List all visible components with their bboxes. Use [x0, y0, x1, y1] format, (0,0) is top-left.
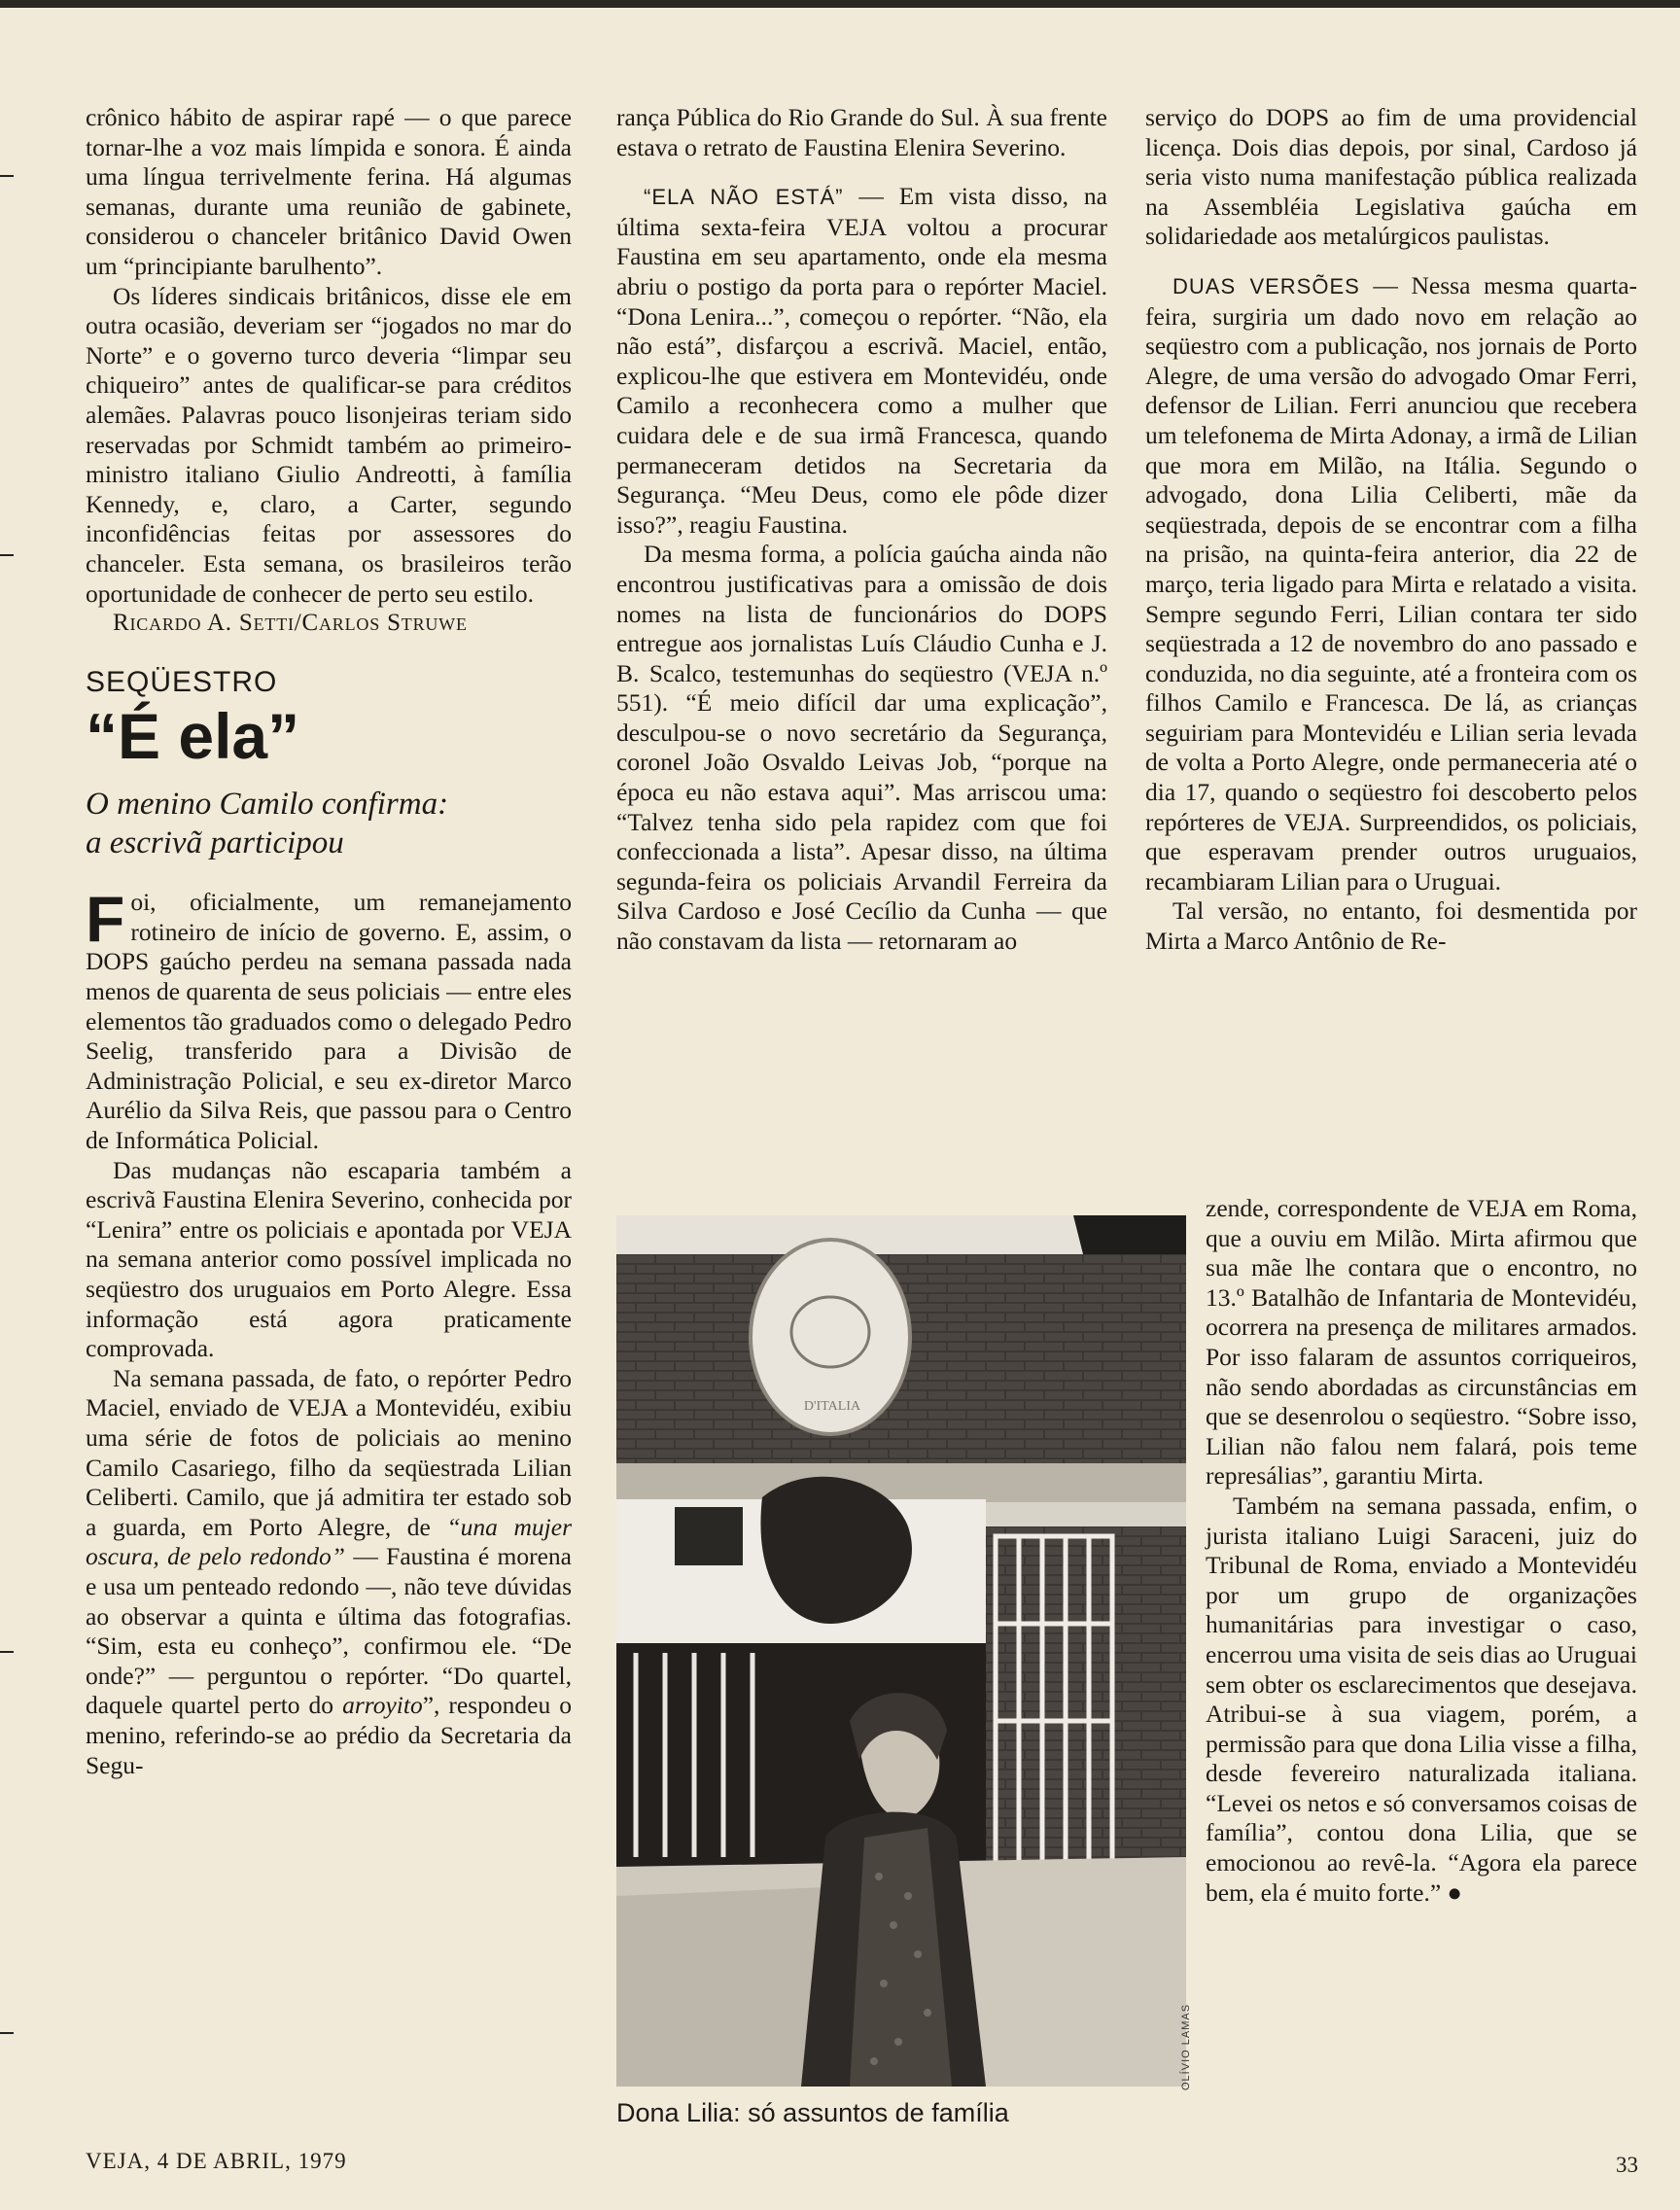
italic-word: arroyito: [342, 1691, 423, 1720]
column-1: [86, 103, 572, 1780]
paragraph: rança Pública do Rio Grande do Sul. À sua frente estava o retrato de Faustina Elenira Severino.: [616, 103, 1107, 161]
page-number: 33: [1616, 2153, 1638, 2177]
byline: Ricardo A. Setti/Carlos Struwe: [113, 610, 468, 637]
paragraph: [86, 1364, 572, 1780]
column-3: [1145, 103, 1637, 957]
margin-mark: [0, 175, 14, 177]
lead-text: oi, oficialmente, um remanejamento rotineiro de início de governo. E, assim, o DOPS gaúcho perdeu na semana passada nada menos de quarenta de seus policiais — entre eles elementos tão graduados como o delegado Pedro Seelig, transferido para a Divisão de Administração Policial, e seu ex-diretor Marco Aurélio da Silva Reis, que passou para o Centro de Informática Policial.: [86, 888, 572, 1155]
italic-quote: “una mujer oscura, de pelo redondo”: [86, 1512, 572, 1571]
text-run: — Faustina é morena e usa um penteado redondo —, não teve dúvidas ao observar a quinta e última das fotografias. “Sim, esta eu conheço”, confirmou ele. “De onde?” — perguntou o repórter. “Do quartel, daquele quartel perto do: [86, 1542, 572, 1720]
column-3-wrap: [1206, 1194, 1637, 1908]
photo: [616, 1215, 1186, 2087]
margin-mark: [0, 1651, 14, 1653]
footer-issue: VEJA, 4 DE ABRIL, 1979: [86, 2149, 347, 2173]
column-2: [616, 103, 1107, 957]
paragraph: serviço do DOPS ao fim de uma providencial licença. Dois dias depois, por sinal, Cardoso já seria visto numa manifestação pública realizada na Assembléia Legislativa gaúcha em solidariedade aos metalúrgicos paulistas.: [1145, 103, 1637, 251]
paragraph: Tal versão, no entanto, foi desmentida por Mirta a Marco Antônio de Re-: [1145, 896, 1637, 956]
paragraph: Das mudanças não escaparia também a escrivã Faustina Elenira Severino, conhecida por “Lenira” entre os policiais e apontada por VEJA na semana anterior como possível implicada no seqüestro dos uruguaios em Porto Alegre. Essa informação está agora praticamente comprovada.: [86, 1155, 572, 1363]
section-rubric: SEQÜESTRO: [86, 665, 278, 698]
dek-line: a escrivã participou: [86, 825, 344, 861]
paragraph: [1145, 271, 1637, 896]
text-run: — Em vista disso, na última sexta-feira VEJA voltou a procurar Faustina em seu apartamento, onde ela mesma abriu o postigo da porta para o repórter Maciel. “Dona Lenira...”, começou o repórter. “Não, ela não está”, disfarçou a escrivã. Maciel, então, explicou-lhe que estivera em Montevidéu, onde Camilo a reconhecera como a mulher que cuidara dele e de sua irmã Francesca, quando permaneceram detidos na Secretaria da Segurança. “Meu Deus, como ele pôde dizer isso?”, reagiu Faustina.: [616, 182, 1107, 539]
photo-illustration: [616, 1215, 1186, 2087]
paragraph: Da mesma forma, a polícia gaúcha ainda não encontrou justificativas para a omissão de dois nomes na lista de funcionários do DOPS entregue aos jornalistas Luís Cláudio Cunha e J. B. Scalco, testemunhas do seqüestro (VEJA n.º 551). “É meio difícil dar uma explicação”, desculpou-se o novo secretário da Segurança, coronel João Osvaldo Leivas Job, “porque na época eu não estava aqui”. Mas arriscou uma: “Talvez tenha sido pela rapidez com que foi confeccionada a lista”. Apesar disso, na última segunda-feira os policiais Arvandil Ferreira da Silva Cardoso e José Cecílio da Cunha — que não constavam da lista — retornaram ao: [616, 540, 1107, 956]
photo-caption: Dona Lilia: só assuntos de família: [616, 2098, 1009, 2127]
text-run: ”, respondeu o menino, referindo-se ao prédio da Secretaria da Segu-: [86, 1691, 573, 1779]
lead-paragraph: [86, 883, 572, 1155]
text-run: — Nessa mesma quarta-feira, surgiria um dado novo em relação ao seqüestro com a publicação, nos jornais de Porto Alegre, de uma versão do advogado Omar Ferri, defensor de Lilian. Ferri anunciou que recebera um telefonema de Mirta Adonay, a irmã de Lilian que mora em Milão, na Itália. Segundo o advogado, dona Lilia Celiberti, mãe da seqüestrada, depois de se encontrar com a filha na prisão, na quinta-feira anterior, dia 22 de março, teria ligado para Mirta e relatado a visita. Sempre segundo Ferri, Lilian contara ter sido seqüestrada a 12 de novembro do ano passado e conduzida, no dia seguinte, até a fronteira com os filhos Camilo e Francesca. De lá, as crianças seguiriam para Montevidéu e Lilian seria levada de volta a Porto Alegre, onde permaneceria até o dia 17, quando o seqüestro foi descoberto pelos repórteres de VEJA. Surpreendidos, os policiais, que esperavam prender outros uruguaios, recambiaram Lilian para o Uruguai.: [1145, 270, 1637, 895]
headline: “É ela”: [86, 700, 300, 773]
paragraph: crônico hábito de aspirar rapé — o que parece tornar-lhe a voz mais límpida e sonora. É ainda uma língua terrivelmente ferina. Há algumas semanas, durante uma reunião de gabinete, considerou o chanceler britânico David Owen um “principiante barulhento”.: [86, 103, 572, 280]
top-border: [0, 0, 1680, 8]
paragraph: [616, 182, 1107, 540]
text-run: Na semana passada, de fato, o repórter Pedro Maciel, enviado de VEJA a Montevidéu, exibiu uma série de fotos de policiais ao menino Camilo Casariego, filho da seqüestrada Lilian Celiberti. Camilo, que já admitira ter estado sob a guarda, em Porto Alegre, de: [86, 1363, 572, 1541]
subhead-runin: DUAS VERSÕES: [1172, 273, 1360, 298]
end-mark: ●: [1447, 1877, 1462, 1907]
dek-line: O menino Camilo confirma:: [86, 787, 449, 823]
paragraph: [1206, 1491, 1637, 1908]
subhead-runin: “ELA NÃO ESTÁ”: [644, 185, 844, 210]
paragraph: zende, correspondente de VEJA em Roma, que a ouviu em Milão. Mirta afirmou que sua mãe lhe contara que o encontro, no 13.º Batalhão de Infantaria de Montevidéu, ocorrera na presença de militares armados. Por isso falaram de assuntos corriqueiros, não sendo abordadas as circunstâncias em que se desenrolou o seqüestro. “Sobre isso, Lilian não falou nem falará, pois teme represálias”, garantiu Mirta.: [1206, 1194, 1637, 1491]
seal-text: D'ITALIA: [803, 1399, 861, 1414]
margin-mark: [0, 554, 14, 556]
text-run: Também na semana passada, enfim, o jurista italiano Luigi Saraceni, juiz do Tribunal de Roma, enviado a Montevidéu por um grupo de organizações humanitárias para investigar o caso, encerrou uma visita de seis dias ao Uruguai sem obter os esclarecimentos que desejava. Atribui-se à sua viagem, porém, a permissão para que dona Lilia visse a filha, desde fevereiro naturalizada italiana. “Levei os netos e só conversamos coisas de família”, contou dona Lilia, que se emocionou ao revê-la. “Agora ela parece bem, ela é muito forte.”: [1206, 1491, 1637, 1907]
paragraph: Os líderes sindicais britânicos, disse ele em outra ocasião, deveriam ser “jogados no mar do Norte” e o governo turco deveria “limpar seu chiqueiro” antes de qualificar-se para créditos alemães. Palavras pouco lisonjeiras teriam sido reservadas por Schmidt também ao primeiro-ministro italiano Giulio Andreotti, à família Kennedy, e, claro, a Carter, segundo inconfidências feitas por assessores do chanceler. Esta semana, os brasileiros terão oportunidade de conhecer de perto seu estilo.: [86, 281, 572, 608]
drop-cap: F: [86, 883, 125, 956]
margin-mark: [0, 2032, 14, 2034]
dek: [86, 785, 572, 862]
photo-credit: OLÍVIO LAMAS: [1180, 2003, 1192, 2090]
